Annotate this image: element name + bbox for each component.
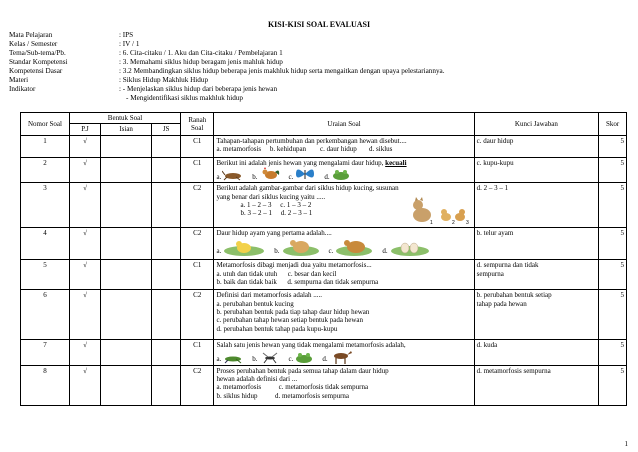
- question-options: a. metamorfosis c. metamorfosis tidak sempurna: [216, 383, 369, 392]
- option-label: a.: [216, 172, 222, 181]
- row-number: 3: [21, 183, 70, 228]
- option-d: [382, 238, 430, 256]
- option-c: [329, 238, 375, 256]
- ranah-cell: C1: [181, 157, 214, 182]
- meta-row: [9, 40, 629, 49]
- pj-check: √: [69, 260, 100, 290]
- document-meta: [9, 31, 629, 103]
- horse-icon: [329, 350, 353, 364]
- question-cell: [214, 183, 474, 228]
- meta-key: Tema/Sub-tema/Pb.: [9, 49, 66, 57]
- question-cell: [214, 340, 474, 365]
- answer-line: sempurna: [476, 269, 504, 278]
- ranah-cell: C1: [181, 135, 214, 157]
- question-cell: [214, 157, 474, 182]
- meta-row: [9, 67, 629, 76]
- option-c: [289, 167, 317, 181]
- question-options: b. perubahan bentuk pada tiap tahap daur hidup hewan: [216, 307, 370, 316]
- meta-key: Kompetensi Dasar: [9, 67, 63, 75]
- pj-check: √: [69, 157, 100, 182]
- header-pj: P.J: [69, 124, 100, 135]
- document-title: KISI-KISI SOAL EVALUASI: [267, 20, 371, 29]
- question-line: Tahapan-tahapan pertumbuhan dan perkembangan hewan disebut....: [216, 136, 407, 145]
- question-options: a. perubahan bentuk kucing: [216, 299, 294, 308]
- question-options: a. 1 – 2 – 3 c. 1 – 3 – 2: [240, 200, 312, 209]
- question-options: b. baik dan tidak baik d. sempurna dan tidak sempurna: [216, 277, 379, 286]
- svg-text:2: 2: [451, 220, 455, 226]
- option-label: c.: [288, 172, 294, 181]
- js-cell: [152, 228, 181, 260]
- answer-line: tahap pada hewan: [476, 299, 527, 308]
- isian-cell: [101, 260, 152, 290]
- table-row: [21, 135, 627, 157]
- picture-options: [216, 238, 471, 256]
- question-options: d. perubahan bentuk tahap pada kupu-kupu: [216, 324, 338, 333]
- svg-text:1: 1: [429, 220, 433, 226]
- ranah-cell: C2: [181, 365, 214, 405]
- option-label: c.: [328, 247, 334, 256]
- answer-key: d. 2 – 3 – 1: [474, 183, 599, 228]
- meta-row: [9, 49, 629, 58]
- question-options: a. utuh dan tidak utuh c. besar dan kecil: [216, 269, 337, 278]
- header-js: JS: [152, 124, 181, 135]
- option-c: [289, 352, 315, 364]
- question-line: Proses perubahan bentuk pada semua tahap dalam daur hidup: [216, 366, 389, 375]
- isian-cell: [101, 157, 152, 182]
- meta-row: [9, 31, 629, 40]
- js-cell: [152, 340, 181, 365]
- picture-options: [216, 350, 471, 364]
- table-row: [21, 365, 627, 405]
- pj-check: √: [69, 183, 100, 228]
- score: 5: [599, 183, 627, 228]
- meta-value: : 6. Cita-citaku / 1. Aku dan Cita-citaku / Pembelajaran 1: [119, 49, 283, 57]
- js-cell: [152, 183, 181, 228]
- meta-key: Kelas / Semester: [9, 40, 58, 48]
- js-cell: [152, 365, 181, 405]
- row-number: 1: [21, 135, 70, 157]
- answer-key: b. telur ayam: [474, 228, 599, 260]
- pj-check: √: [69, 340, 100, 365]
- question-cell: [214, 365, 474, 405]
- answer-line: d. sempurna dan tidak: [476, 261, 539, 270]
- answer-key: d. kuda: [474, 340, 599, 365]
- isian-cell: [101, 365, 152, 405]
- question-options: c. perubahan tahap hewan setiap bentuk pada hewan: [216, 316, 363, 325]
- meta-value: : 3.2 Membandingkan siklus hidup beberapa jenis makhluk hidup serta mengaitkan dengan upaya pelestariannya.: [119, 67, 445, 75]
- answer-key: [474, 290, 599, 340]
- option-label: b.: [252, 355, 258, 364]
- header-nomor-soal: Nomor Soal: [21, 113, 70, 136]
- js-cell: [152, 135, 181, 157]
- option-a: [216, 238, 266, 256]
- question-line: Daur hidup ayam yang pertama adalah....: [216, 229, 332, 238]
- table-row: [21, 340, 627, 365]
- pj-check: √: [69, 290, 100, 340]
- row-number: 6: [21, 290, 70, 340]
- header-skor: Skor: [599, 113, 627, 136]
- score: 5: [599, 228, 627, 260]
- header-uraian-soal: Uraian Soal: [214, 113, 474, 136]
- header-ranah-soal: Ranah Soal: [181, 113, 214, 136]
- question-line: hewan adalah definisi dari ...: [216, 374, 298, 383]
- ranah-cell: C2: [181, 228, 214, 260]
- frog-icon: [331, 169, 351, 181]
- score: 5: [599, 365, 627, 405]
- isian-cell: [101, 290, 152, 340]
- table-row: [21, 183, 627, 228]
- answer-key: c. kupu-kupu: [474, 157, 599, 182]
- meta-value: : Siklus Hidup Makhluk Hidup: [119, 76, 209, 84]
- table-row: [21, 157, 627, 182]
- option-label: d.: [324, 172, 330, 181]
- isian-cell: [101, 340, 152, 365]
- question-text: Berikut ini adalah jenis hewan yang mengalami daur hidup,: [216, 158, 386, 167]
- question-line: Salah satu jenis hewan yang tidak mengalami metamorfosis adalah,: [216, 341, 406, 350]
- meta-row: [9, 58, 629, 67]
- option-label: a.: [216, 355, 222, 364]
- row-number: 4: [21, 228, 70, 260]
- meta-value: : - Menjelaskan siklus hidup dari beberapa jenis hewan: [119, 85, 278, 93]
- question-cell: [214, 260, 474, 290]
- score: 5: [599, 260, 627, 290]
- kisi-kisi-table: [20, 112, 627, 406]
- pj-check: √: [69, 365, 100, 405]
- option-a: [216, 352, 244, 364]
- isian-cell: [101, 183, 152, 228]
- cricket-icon: [222, 169, 244, 181]
- option-d: [322, 350, 352, 364]
- meta-value: : 3. Memahami siklus hidup beragam jenis mahluk hidup: [119, 58, 283, 66]
- question-line: Metamorfosis dibagi menjadi dua yaitu metamorfosis...: [216, 261, 372, 270]
- row-number: 5: [21, 260, 70, 290]
- meta-row: [9, 76, 629, 85]
- mosquito-icon: [259, 352, 281, 364]
- score: 5: [599, 340, 627, 365]
- question-line: [216, 159, 471, 167]
- js-cell: [152, 290, 181, 340]
- chicken-icon: [334, 238, 374, 256]
- row-number: 2: [21, 157, 70, 182]
- header-bentuk-soal: Bentuk Soal: [69, 113, 180, 124]
- row-number: 8: [21, 365, 70, 405]
- option-label: a.: [216, 247, 222, 256]
- answer-key: d. metamorfosis sempurna: [474, 365, 599, 405]
- answer-line: b. perubahan bentuk setiap: [476, 291, 552, 300]
- question-cell: [214, 228, 474, 260]
- frog-icon: [294, 352, 314, 364]
- question-emphasis: kecuali: [385, 158, 407, 167]
- score: 5: [599, 157, 627, 182]
- meta-row: [9, 85, 629, 94]
- answer-key: c. daur hidup: [474, 135, 599, 157]
- question-options: a. metamorfosis b. kehidupan c. daur hidup d. siklus: [216, 145, 393, 154]
- question-line: yang benar dari siklus kucing yaitu .....: [216, 192, 326, 201]
- page-number: 1: [624, 439, 628, 448]
- pj-check: √: [69, 228, 100, 260]
- chick-icon: [222, 238, 266, 256]
- option-label: c.: [288, 355, 294, 364]
- cat-family-icon: [408, 193, 470, 225]
- hen-icon: [281, 238, 321, 256]
- rooster-icon: [259, 167, 281, 181]
- answer-key: [474, 260, 599, 290]
- table-row: [21, 228, 627, 260]
- table-row: [21, 260, 627, 290]
- meta-value: : IPS: [119, 31, 134, 39]
- option-a: [216, 169, 244, 181]
- question-options: b. siklus hidup d. metamorfosis sempurna: [216, 391, 350, 400]
- question-cell: [214, 290, 474, 340]
- indikator-extra: - Mengidentifikasi siklus makhluk hidup: [126, 94, 243, 102]
- grasshopper-icon: [222, 352, 244, 364]
- option-b: [274, 238, 320, 256]
- egg-icon: [389, 238, 431, 256]
- ranah-cell: C2: [181, 183, 214, 228]
- ranah-cell: C1: [181, 340, 214, 365]
- isian-cell: [101, 228, 152, 260]
- score: 5: [599, 290, 627, 340]
- isian-cell: [101, 135, 152, 157]
- meta-key: Materi: [9, 76, 29, 84]
- meta-key: Standar Kompetensi: [9, 58, 68, 66]
- question-cell: [214, 135, 474, 157]
- option-b: [252, 352, 280, 364]
- table-row: [21, 290, 627, 340]
- header-kunci-jawaban: Kunci Jawaban: [474, 113, 599, 136]
- picture-options: [216, 167, 471, 181]
- js-cell: [152, 157, 181, 182]
- row-number: 7: [21, 340, 70, 365]
- svg-text:3: 3: [465, 220, 469, 226]
- question-options: b. 3 – 2 – 1 d. 2 – 3 – 1: [240, 209, 313, 218]
- header-isian: Isian: [101, 124, 152, 135]
- ranah-cell: C1: [181, 260, 214, 290]
- js-cell: [152, 260, 181, 290]
- meta-key: Mata Pelajaran: [9, 31, 53, 39]
- meta-value: : IV / 1: [119, 40, 140, 48]
- question-line: Berikut adalah gambar-gambar dari siklus hidup kucing, susunan: [216, 184, 399, 193]
- ranah-cell: C2: [181, 290, 214, 340]
- meta-key: Indikator: [9, 85, 36, 93]
- score: 5: [599, 135, 627, 157]
- option-label: b.: [252, 172, 258, 181]
- question-line: Definisi dari metamorfosis adalah .....: [216, 291, 322, 300]
- option-b: [252, 167, 280, 181]
- option-label: b.: [274, 247, 280, 256]
- option-label: d.: [322, 355, 328, 364]
- option-d: [324, 169, 350, 181]
- pj-check: √: [69, 135, 100, 157]
- option-label: d.: [382, 247, 388, 256]
- butterfly-icon: [294, 167, 316, 181]
